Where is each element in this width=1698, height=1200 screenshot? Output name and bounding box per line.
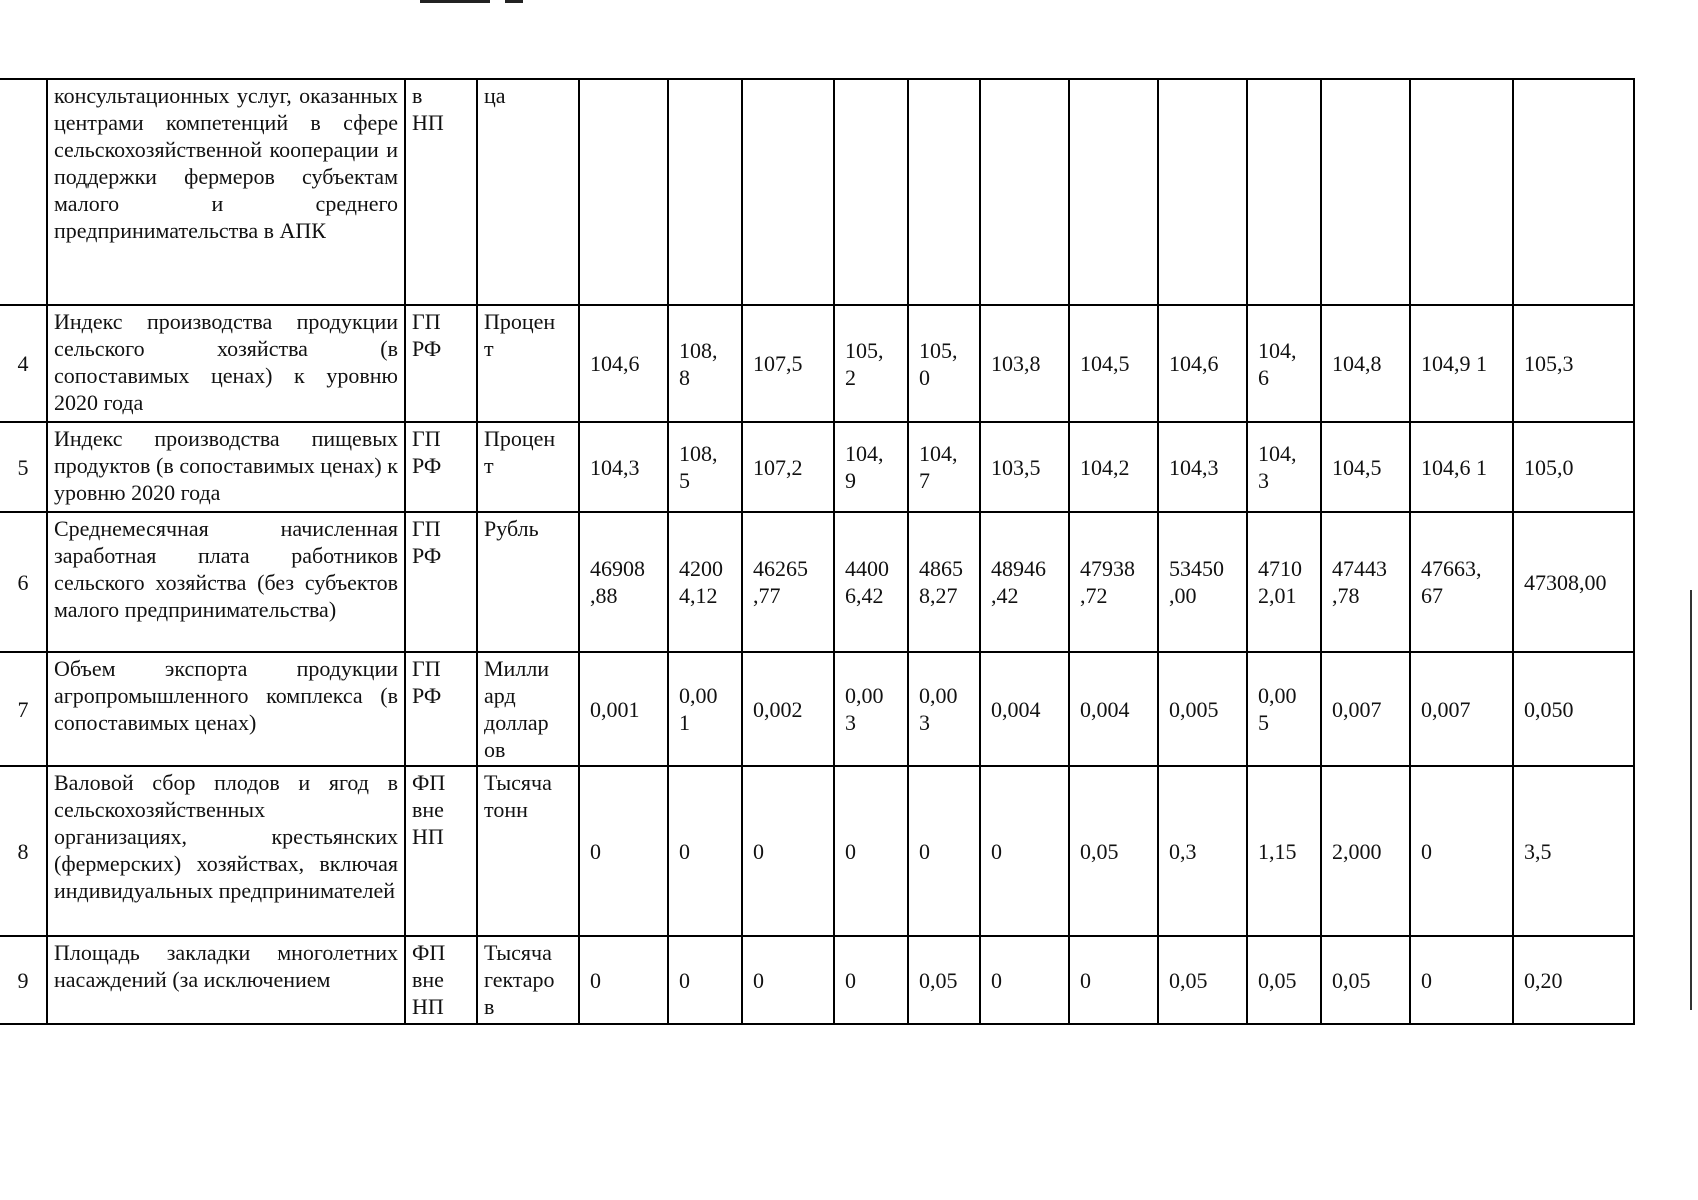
- indicator-name-cell: консультационных услуг, оказанных центрами компетенций в сфере сельскохозяйственной кооперации и поддержки фермеров субъектам малого и среднего предпринимательства в АПК: [47, 79, 405, 305]
- indicator-name-cell: Площадь закладки многолетних насаждений (за исключением: [47, 936, 405, 1024]
- value-cell: [1410, 79, 1513, 305]
- value-cell: [1158, 79, 1247, 305]
- table-row: [0, 766, 1634, 936]
- unit-cell: Тысяча тонн: [477, 766, 579, 936]
- source-cell: ФП вне НП: [405, 936, 477, 1024]
- value-cell: 104,2: [1069, 422, 1158, 512]
- value-cell: 0,004: [980, 652, 1069, 766]
- value-cell: 0,00 3: [834, 652, 908, 766]
- source-cell: ГП РФ: [405, 512, 477, 652]
- unit-cell: Рубль: [477, 512, 579, 652]
- value-cell: 0: [980, 936, 1069, 1024]
- table-row: [0, 936, 1634, 1024]
- value-cell: 107,2: [742, 422, 834, 512]
- value-cell: 0,05: [908, 936, 980, 1024]
- value-cell: 0,007: [1321, 652, 1410, 766]
- indicator-name-cell: Среднемесячная начисленная заработная плата работников сельского хозяйства (без субъектов малого предпринимательства): [47, 512, 405, 652]
- value-cell: 0,05: [1069, 766, 1158, 936]
- value-cell: 0,05: [1321, 936, 1410, 1024]
- value-cell: 105,3: [1513, 305, 1634, 422]
- value-cell: [908, 79, 980, 305]
- row-number-cell: 9: [0, 936, 47, 1024]
- value-cell: 1,15: [1247, 766, 1321, 936]
- unit-cell: Тысяча гектаро в: [477, 936, 579, 1024]
- value-cell: 103,5: [980, 422, 1069, 512]
- value-cell: 0: [1410, 766, 1513, 936]
- value-cell: 0,05: [1158, 936, 1247, 1024]
- table-row: [0, 512, 1634, 652]
- value-cell: 0,00 1: [668, 652, 742, 766]
- value-cell: [579, 79, 668, 305]
- value-cell: [1247, 79, 1321, 305]
- value-cell: 107,5: [742, 305, 834, 422]
- value-cell: [980, 79, 1069, 305]
- value-cell: 47663, 67: [1410, 512, 1513, 652]
- value-cell: [1069, 79, 1158, 305]
- table-row: [0, 422, 1634, 512]
- value-cell: 104,6: [579, 305, 668, 422]
- value-cell: 4865 8,27: [908, 512, 980, 652]
- value-cell: 0: [834, 766, 908, 936]
- value-cell: 0: [668, 936, 742, 1024]
- value-cell: 0: [1410, 936, 1513, 1024]
- indicator-name-cell: Валовой сбор плодов и ягод в сельскохозяйственных организациях, крестьянских (фермерских) хозяйствах, включая индивидуальных предпринимателей: [47, 766, 405, 936]
- value-cell: 47443 ,78: [1321, 512, 1410, 652]
- value-cell: 0: [579, 766, 668, 936]
- value-cell: 47938 ,72: [1069, 512, 1158, 652]
- row-number-cell: 4: [0, 305, 47, 422]
- value-cell: 4200 4,12: [668, 512, 742, 652]
- value-cell: 104,3: [1158, 422, 1247, 512]
- table-row: [0, 305, 1634, 422]
- value-cell: 0: [908, 766, 980, 936]
- value-cell: 46908 ,88: [579, 512, 668, 652]
- value-cell: 105, 0: [908, 305, 980, 422]
- value-cell: [1513, 79, 1634, 305]
- value-cell: 0,00 3: [908, 652, 980, 766]
- value-cell: 3,5: [1513, 766, 1634, 936]
- value-cell: 104,6: [1158, 305, 1247, 422]
- row-number-cell: [0, 79, 47, 305]
- value-cell: 104,9 1: [1410, 305, 1513, 422]
- value-cell: 0,00 5: [1247, 652, 1321, 766]
- value-cell: 104,8: [1321, 305, 1410, 422]
- source-cell: ГП РФ: [405, 305, 477, 422]
- value-cell: 53450 ,00: [1158, 512, 1247, 652]
- indicator-name-cell: Индекс производства продукции сельского хозяйства (в сопоставимых ценах) к уровню 2020 года: [47, 305, 405, 422]
- table-row: [0, 652, 1634, 766]
- source-cell: в НП: [405, 79, 477, 305]
- unit-cell: Процен т: [477, 422, 579, 512]
- scan-artifact: [420, 0, 490, 3]
- value-cell: 0,050: [1513, 652, 1634, 766]
- table-body: [0, 79, 1634, 1024]
- value-cell: 104, 9: [834, 422, 908, 512]
- value-cell: [834, 79, 908, 305]
- value-cell: 2,000: [1321, 766, 1410, 936]
- unit-cell: Милли ард доллар ов: [477, 652, 579, 766]
- value-cell: 0,3: [1158, 766, 1247, 936]
- row-number-cell: 5: [0, 422, 47, 512]
- value-cell: 0,004: [1069, 652, 1158, 766]
- value-cell: 0: [742, 936, 834, 1024]
- value-cell: 0,002: [742, 652, 834, 766]
- table-row: [0, 79, 1634, 305]
- unit-cell: Процен т: [477, 305, 579, 422]
- value-cell: 0: [742, 766, 834, 936]
- value-cell: 0,20: [1513, 936, 1634, 1024]
- value-cell: 0,005: [1158, 652, 1247, 766]
- value-cell: 104, 3: [1247, 422, 1321, 512]
- row-number-cell: 7: [0, 652, 47, 766]
- value-cell: 0,05: [1247, 936, 1321, 1024]
- row-number-cell: 8: [0, 766, 47, 936]
- row-number-cell: 6: [0, 512, 47, 652]
- source-cell: ФП вне НП: [405, 766, 477, 936]
- source-cell: ГП РФ: [405, 652, 477, 766]
- value-cell: 105,0: [1513, 422, 1634, 512]
- indicators-table: [0, 78, 1635, 1025]
- scan-artifact: [505, 0, 523, 3]
- value-cell: 0: [834, 936, 908, 1024]
- value-cell: [1321, 79, 1410, 305]
- value-cell: 4400 6,42: [834, 512, 908, 652]
- value-cell: [668, 79, 742, 305]
- value-cell: 104,5: [1321, 422, 1410, 512]
- value-cell: 48946 ,42: [980, 512, 1069, 652]
- value-cell: 104, 6: [1247, 305, 1321, 422]
- value-cell: 108, 8: [668, 305, 742, 422]
- value-cell: 0: [980, 766, 1069, 936]
- value-cell: 0,001: [579, 652, 668, 766]
- value-cell: 46265 ,77: [742, 512, 834, 652]
- value-cell: [742, 79, 834, 305]
- value-cell: 0: [668, 766, 742, 936]
- value-cell: 103,8: [980, 305, 1069, 422]
- indicator-name-cell: Объем экспорта продукции агропромышленного комплекса (в сопоставимых ценах): [47, 652, 405, 766]
- value-cell: 108, 5: [668, 422, 742, 512]
- scan-edge: [1690, 590, 1692, 1010]
- unit-cell: ца: [477, 79, 579, 305]
- value-cell: 104,3: [579, 422, 668, 512]
- value-cell: 4710 2,01: [1247, 512, 1321, 652]
- value-cell: 104, 7: [908, 422, 980, 512]
- value-cell: 105, 2: [834, 305, 908, 422]
- value-cell: 0,007: [1410, 652, 1513, 766]
- value-cell: 47308,00: [1513, 512, 1634, 652]
- value-cell: 104,6 1: [1410, 422, 1513, 512]
- value-cell: 0: [1069, 936, 1158, 1024]
- indicator-name-cell: Индекс производства пищевых продуктов (в сопоставимых ценах) к уровню 2020 года: [47, 422, 405, 512]
- source-cell: ГП РФ: [405, 422, 477, 512]
- value-cell: 104,5: [1069, 305, 1158, 422]
- value-cell: 0: [579, 936, 668, 1024]
